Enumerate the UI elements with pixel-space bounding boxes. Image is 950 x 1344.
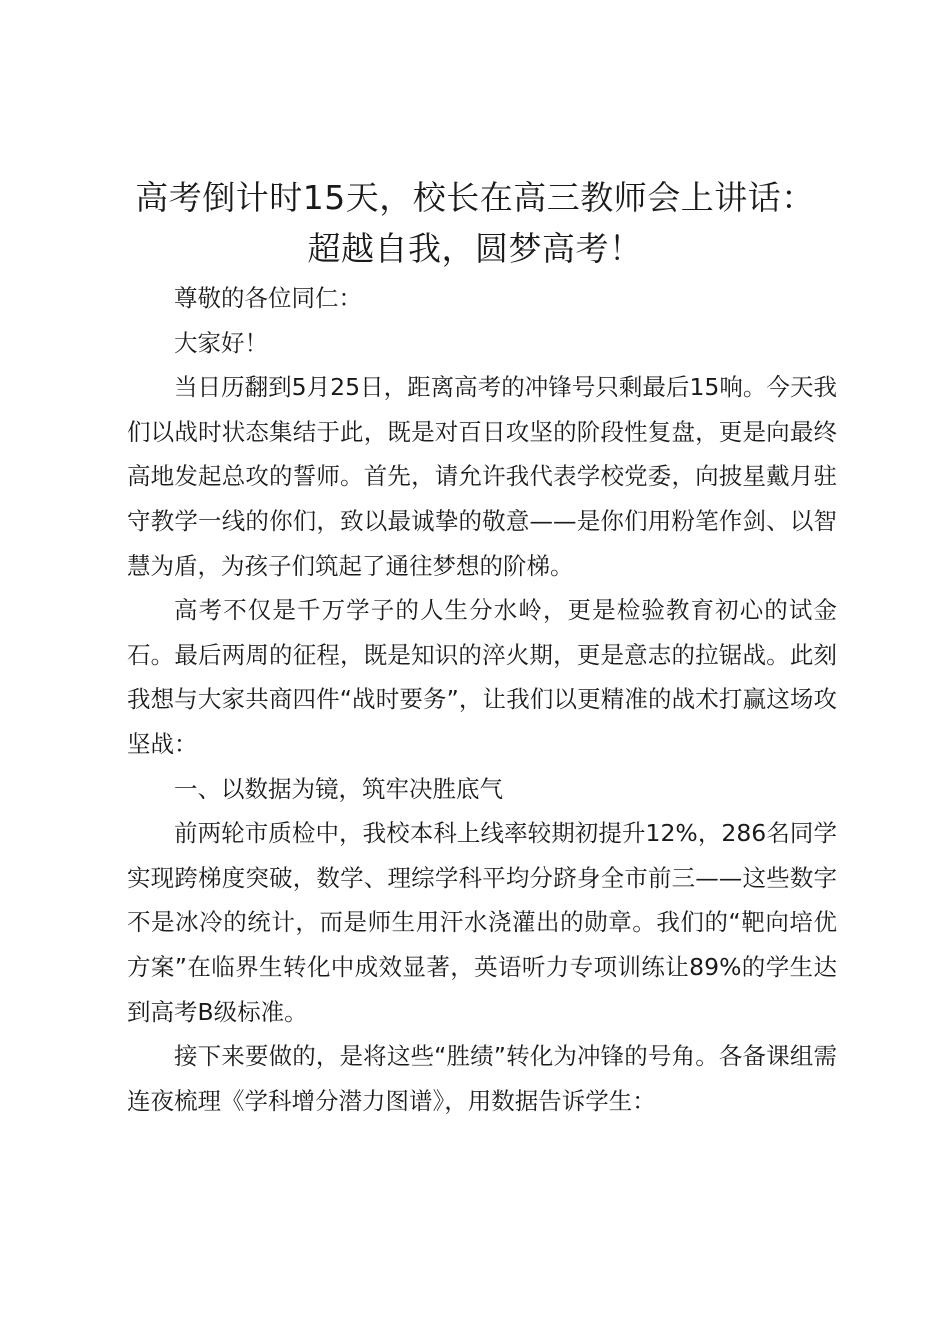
title-line-1: 高考倒计时15天，校长在高三教师会上讲话： [135,178,815,217]
title-line-2: 超越自我，圆梦高考！ [307,229,643,268]
paragraph: 前两轮市质检中，我校本科上线率较期初提升12%，286名同学实现跨梯度突破，数学、理综学科平均分跻身全市前三——这些数字不是冰冷的统计，而是师生用汗水浇灌出的勋章。我们的“靶向培优方案”在临界生转化中成效显著，英语听力专项训练让89%的学生达到高考B级标准。 [127,819,837,1026]
paragraph: 接下来要做的，是将这些“胜绩”转化为冲锋的号角。各备课组需连夜梳理《学科增分潜力图谱》，用数据告诉学生： [127,1042,837,1115]
salutation: 尊敬的各位同仁： [174,284,362,312]
greeting: 大家好！ [174,328,268,357]
paragraph: 当日历翻到5月25日，距离高考的冲锋号只剩最后15响。今天我们以战时状态集结于此，既是对百日攻坚的阶段性复盘，更是向最终高地发起总攻的誓师。首先，请允许我代表学校党委，向披星戴月驻守教学一线的你们，致以最诚挚的敬意——是你们用粉笔作剑、以智慧为盾，为孩子们筑起了通往梦想的阶梯。 [127,373,837,580]
paragraph: 高考不仅是千万学子的人生分水岭，更是检验教育初心的试金石。最后两周的征程，既是知识的淬火期，更是意志的拉锯战。此刻我想与大家共商四件“战时要务”，让我们以更精准的战术打赢这场攻坚战： [127,596,837,758]
document-title [110,172,840,274]
section-heading: 一、以数据为镜，筑牢决胜底气 [174,774,503,803]
document-body [127,276,837,1123]
